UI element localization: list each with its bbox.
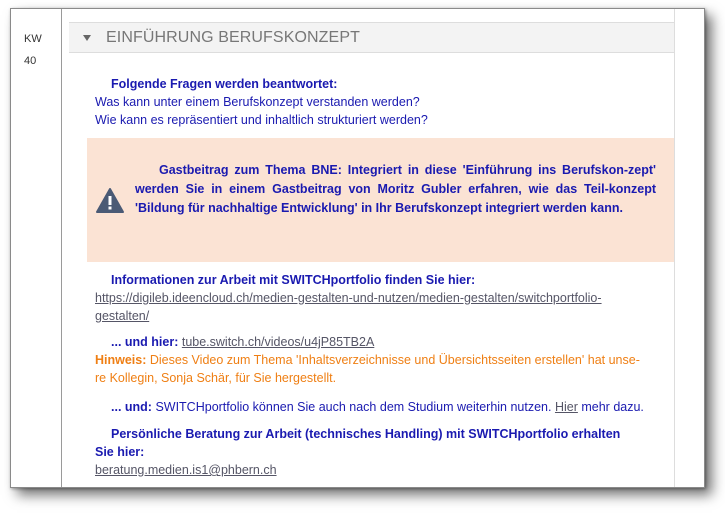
alert-box [87, 138, 676, 262]
right-margin-column [674, 9, 704, 487]
alert-text: Gastbeitrag zum Thema BNE: Integriert in diese 'Einführung ins Berufskon-zept' werden Sie in einem Gastbeitrag von Moritz Gubler erfahren, wie das Teil-konzept 'Bildung für nachhaltige Entwicklung' in Ihr Berufskonzept integriert werden kann. [135, 163, 656, 215]
hint-text: Dieses Video zum Thema 'Inhaltsverzeichnisse und Übersichtsseiten erstellen' hat unse- [146, 353, 640, 367]
questions-heading: Folgende Fragen werden beantwortet: [111, 77, 338, 91]
info-block [95, 271, 676, 325]
content-window [10, 8, 705, 488]
warning-icon [95, 186, 125, 216]
kw-number: 40 [24, 55, 37, 67]
email-link[interactable]: beratung.medien.is1@phbern.ch [95, 463, 277, 477]
section-title: EINFÜHRUNG BERUFSKONZEPT [106, 28, 360, 46]
after-text: SWITCHportfolio können Sie auch nach dem Studium weiterhin nutzen. [151, 400, 552, 414]
more-info-link[interactable]: Hier [554, 400, 578, 414]
hint-text-cont: re Kollegin, Sonja Schär, für Sie hergestellt. [95, 371, 337, 385]
consult-heading: Persönliche Beratung zur Arbeit (technisches Handling) mit SWITCHportfolio erhalten [111, 427, 621, 441]
portfolio-url-link-cont[interactable]: gestalten/ [95, 309, 150, 323]
question-2: Wie kann es repräsentiert und inhaltlich strukturiert werden? [95, 113, 428, 127]
section-header[interactable] [69, 22, 675, 53]
video-prefix: ... und hier: [111, 335, 179, 349]
consult-block [95, 425, 676, 479]
after-prefix: ... und: [111, 400, 152, 414]
section-content [63, 9, 704, 487]
video-link[interactable]: tube.switch.ch/videos/u4jP85TB2A [181, 335, 375, 349]
video-block [95, 333, 676, 387]
week-column [11, 9, 62, 487]
question-1: Was kann unter einem Berufskonzept verstanden werden? [95, 95, 420, 109]
after-study-block [95, 398, 676, 416]
consult-heading-cont: Sie hier: [95, 445, 145, 459]
info-heading: Informationen zur Arbeit mit SWITCHportfolio finden Sie hier: [111, 273, 476, 287]
after-suffix: mehr dazu. [577, 400, 644, 414]
collapse-triangle-icon[interactable] [83, 35, 91, 41]
hint-label: Hinweis: [95, 353, 147, 367]
questions-block [95, 75, 676, 129]
portfolio-url-link[interactable]: https://digileb.ideencloud.ch/medien-gestalten-und-nutzen/medien-gestalten/switchportfolio- [95, 291, 602, 305]
kw-label: KW [24, 33, 42, 45]
